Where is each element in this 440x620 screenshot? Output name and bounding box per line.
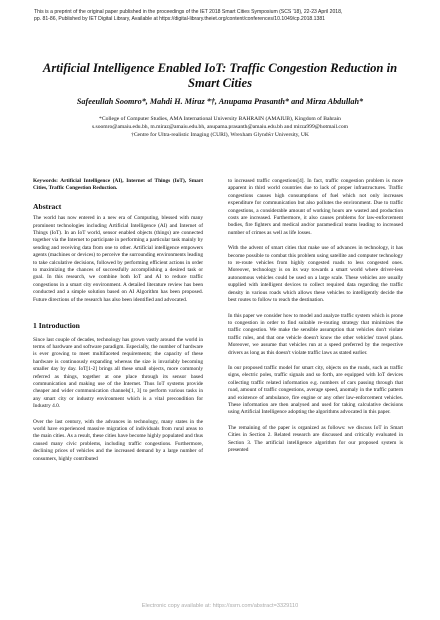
right-paragraph-5: The remaining of the paper is organized as follows: we discuss IoT in Smart Cities in Section 2. Related research are discussed and critically evaluated in Section 3. The artificial intelligence algorithm for our proposed system is presented xyxy=(228,424,403,453)
preprint-line-1: This is a preprint of the original paper published in the proceedings of the IET 2018 Smart Cities Symposium (SCS '18), 22-23 April 2018, xyxy=(34,9,343,15)
affiliations xyxy=(30,115,410,139)
paper-title: Artificial Intelligence Enabled IoT: Traffic Congestion Reduction in Smart Cities xyxy=(42,61,398,90)
affiliation-line-1: *College of Computer Studies, AMA International University BAHRAIN (AMAIUB), Kingdom of Bahrain xyxy=(99,116,341,122)
affiliation-line-2: †Centre for Ultra-realistic Imaging (CURI), Wrexham Glyndŵr University, UK xyxy=(131,132,309,138)
right-column xyxy=(228,178,403,462)
ssrn-footer: Electronic copy available at: https://ssrn.com/abstract=3329110 xyxy=(141,603,299,609)
right-paragraph-3: In this paper we consider how to model and analyze traffic system which is prone to congestion in order to find suitable re-routing strategy that minimizes the traffic congestion. We make the sensible assumption that vehicles don't violate traffic rules, and that one vehicle doesn't know the other vehicles' travel plans. Moreover, we assume that vehicles run at a speed preferred by the respective drivers as long as this doesn't violate traffic laws as stated earlier. xyxy=(228,312,403,356)
author-list: Safeeullah Soomro*, Mahdi H. Miraz *†, Anupama Prasanth* and Mirza Abdullah* xyxy=(76,97,364,106)
preprint-notice xyxy=(34,9,410,23)
right-paragraph-2: With the advent of smart cities that make use of advances in technology, it has become possible to combat this problem using satellite and computer technology to re-route vehicles from highly congested roads to less congested ones. Moreover, technology is on its way towards a smart world where driver-less autonomous vehicles could be used on a large scale. These vehicles are usually supplied with intelligent devices to collect required data regarding the traffic density in various roads which allows these vehicles to intelligently decide the best routes to follow to reach the destination. xyxy=(228,245,403,304)
right-paragraph-4: In our proposed traffic model for smart city, objects on the roads, such as traffic signs, electric poles, traffic signals and so forth, are equipped with IoT devices collecting traffic related information e.g. numbers of cars passing through that road, amount of traffic congestions, average speed, anomaly in the traffic pattern and existence of ambulance, fire engine or any other law-enforcement vehicles. These information are then analysed and used for taking calculative decisions using Artificial Intelligence adopting the algorithms advocated in this paper. xyxy=(228,364,403,416)
preprint-line-2: pp. 81-86, Published by IET Digital Library, Available at https://digital-library.theiet.org/content/conferences/10.1049/cp.2018.1381 xyxy=(34,16,325,22)
intro-paragraph-2: Over the last century, with the advances in technology, many states in the world have experienced massive migration of individuals from rural areas to the main cities. As a result, these cities have become highly populated and thus caused many civic problems, including traffic congestions. Furthermore, declining prices of vehicles and the increased demand by a large number of consumers, highly contributed xyxy=(33,418,203,462)
introduction-heading: 1 Introduction xyxy=(33,321,80,331)
left-column xyxy=(33,178,203,471)
keywords: Keywords: Artificial Intelligence (AI), Internet of Things (IoT), Smart Cities, Traffic Congestion Reduction. xyxy=(33,178,203,192)
abstract-text: The world has now entered in a new era of Computing, blessed with many prominent technologies including Artificial Intelligence (AI) and Internet of Things (IoT). In an IoT world, sensor enabled objects (things) are connected together via the Internet to participate in performing a particular task mainly by sending and receiving data from one to other. Artificial intelligence empowers agents (machines or devices) to perceive the surrounding environments leading to take calculative decisions, followed by performing efficient actions in order to maximizing the chances of successfully accomplishing a desired task or goal. In this research, we combine both IoT and AI to reduce traffic congestions in a smart city environment. A detailed literature review has been conducted and a simple solution based on AI Algorithm has been proposed. Future directions of the research has also been identified and advocated. xyxy=(33,215,203,303)
affiliation-emails: s.soomro@amaiu.edu.bh, m.miraz@amaiu.edu.bh, anupama.prasanth@amaiu.edu.bh and mirza999@hotmail.com xyxy=(91,124,349,130)
intro-paragraph-1: Since last couple of decades, technology has grown vastly around the world in terms of hardware and software paradigm. Especially, the number of hardware is ever growing to meet multifaceted requirements; the capacity of these hardware is continuously expanding whereas the size is invariably becoming smaller day by day. IoT[1-2] brings all these small objects, more commonly referred as things, together at one place through its sensor based communication and making use of the Internet. Thus IoT systems provide cheaper and wider communication channels[1, 3] to perform various tasks in any smart city or industry environment which is a vital precondition for Industry 4.0. xyxy=(33,336,203,410)
right-paragraph-1: to increased traffic congestions[4]. In fact, traffic congestion problem is more apparent in third world countries due to lack of proper infrastructures. Traffic congestions causes high consumptions of fuel which not only increases expenditure for communication but also pollutes the environment. Due to traffic congestions, a considerable amount of working hours are wasted and production costs are increased. Furthermore, it also causes problems for law-enforcement bodies, fire fighters and medical and/or paramedical teams leading to increased number of crimes as well as life losses. xyxy=(228,178,403,236)
abstract-heading: Abstract xyxy=(33,201,62,211)
